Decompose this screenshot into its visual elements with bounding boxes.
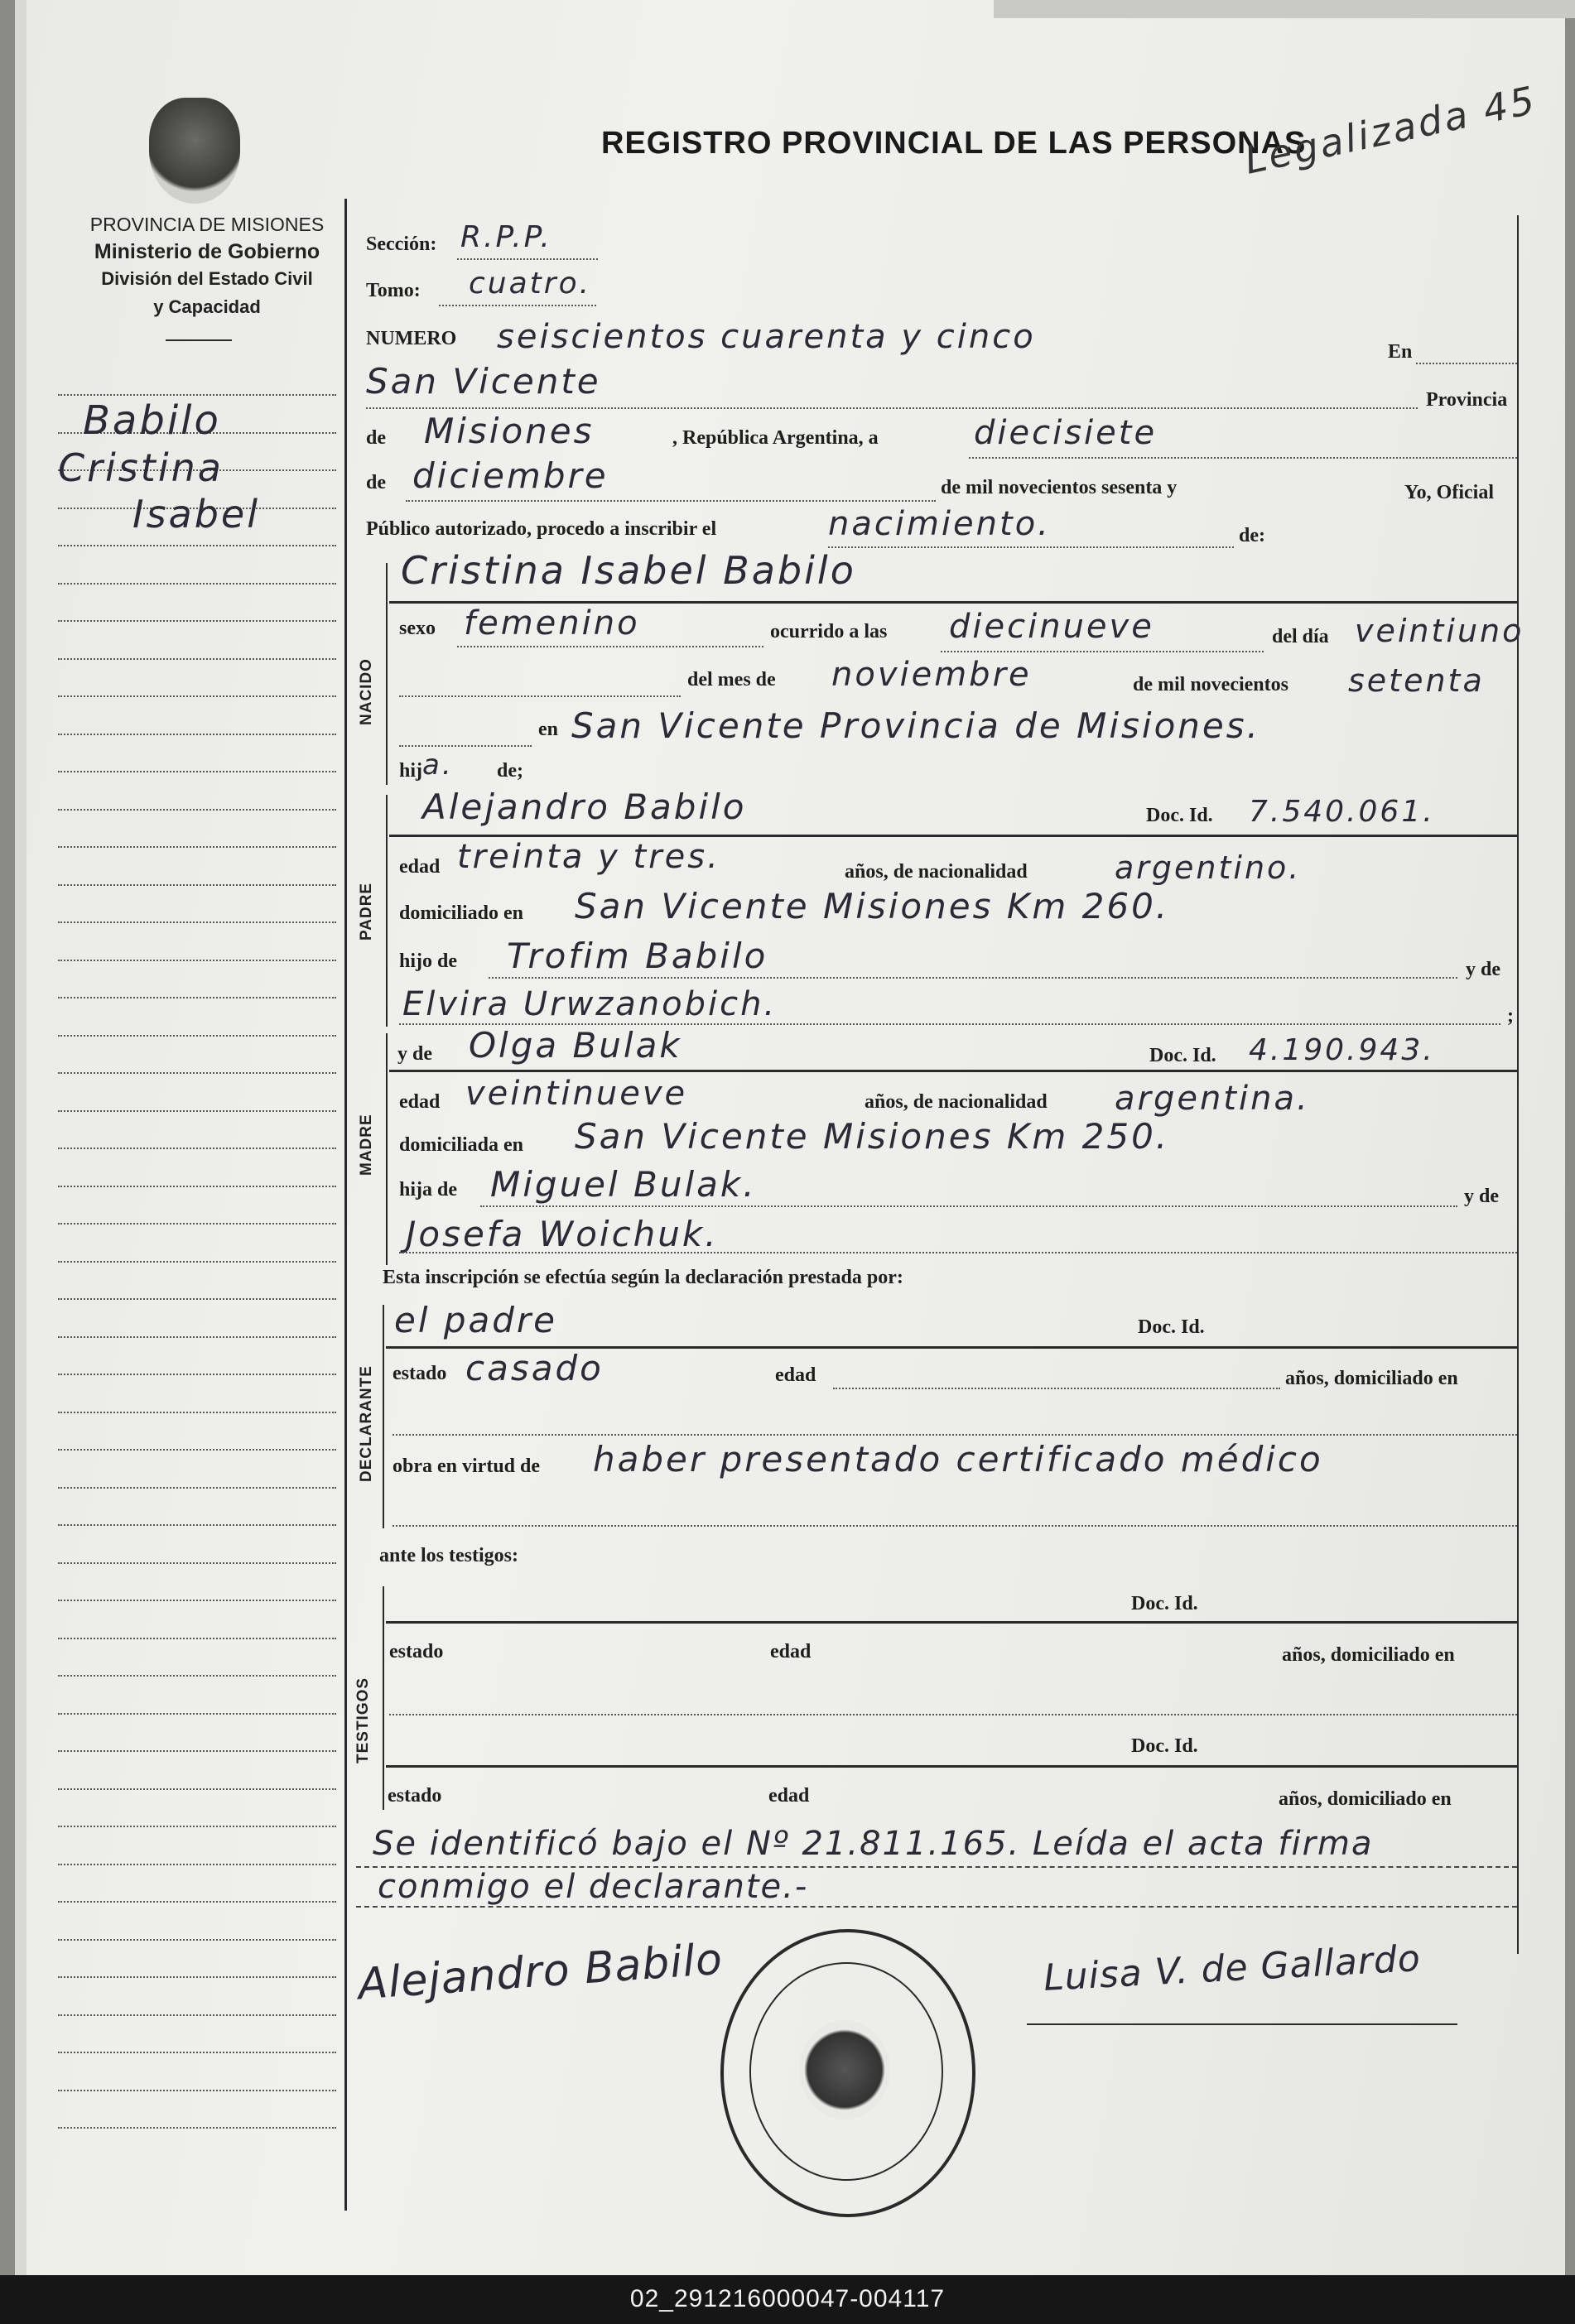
- value-decl-estado: casado: [465, 1348, 604, 1388]
- value-lugar-nac: San Vicente Provincia de Misiones.: [571, 705, 1260, 746]
- dotted-line: [828, 546, 1234, 548]
- label-madre-doc: Doc. Id.: [1149, 1045, 1216, 1066]
- margin-ruled-line: [58, 1298, 336, 1300]
- label-de3: de:: [1239, 525, 1265, 546]
- margin-ruled-line: [58, 921, 336, 923]
- section-rule: [383, 1586, 384, 1810]
- margin-ruled-line: [58, 1110, 336, 1112]
- margin-middlename: Isabel: [132, 492, 261, 536]
- label-madre-dom: domiciliada en: [399, 1134, 524, 1156]
- section-rule: [386, 1033, 388, 1265]
- value-obra: haber presentado certificado médico: [593, 1439, 1323, 1480]
- margin-ruled-line: [58, 1148, 336, 1149]
- margin-ruled-line: [58, 1976, 336, 1978]
- left-column-rule: [344, 199, 347, 2211]
- dotted-line: [480, 1205, 1457, 1207]
- section-rule: [389, 1070, 1517, 1072]
- label-madre-anios: años, de nacionalidad: [865, 1091, 1048, 1113]
- value-madre-edad: veintinueve: [465, 1075, 688, 1113]
- dotted-line: [393, 1525, 1517, 1527]
- book-spine: [994, 0, 1575, 18]
- label-t2-estado: estado: [388, 1785, 442, 1807]
- label-padre-anios: años, de nacionalidad: [845, 861, 1028, 883]
- value-dia: diecisiete: [974, 414, 1158, 452]
- dotted-line: [833, 1388, 1280, 1389]
- dotted-line: [489, 977, 1457, 979]
- value-hij: a.: [422, 748, 454, 782]
- margin-ruled-line: [58, 1412, 336, 1413]
- value-madre-dom: San Vicente Misiones Km 250.: [575, 1116, 1170, 1157]
- label-seccion: Sección:: [366, 233, 437, 255]
- header-province: PROVINCIA DE MISIONES: [89, 214, 325, 235]
- value-provincia: Misiones: [424, 411, 595, 451]
- dotted-line: [941, 651, 1264, 652]
- section-rule: [383, 1305, 384, 1528]
- margin-ruled-line: [58, 1072, 336, 1074]
- margin-ruled-line: [58, 1374, 336, 1375]
- label-hij: hij: [399, 760, 423, 782]
- value-madre-padre: Miguel Bulak.: [490, 1164, 757, 1205]
- margin-ruled-line: [58, 1788, 336, 1790]
- right-column-rule: [1517, 215, 1519, 1954]
- value-tipo: nacimiento.: [828, 505, 1051, 543]
- dashed-line: [356, 1906, 1517, 1908]
- dotted-line: [457, 258, 598, 260]
- value-mes-nac: noviembre: [831, 656, 1032, 694]
- value-padre-edad: treinta y tres.: [457, 838, 720, 876]
- dotted-line: [399, 695, 681, 697]
- label-de4: de;: [497, 760, 523, 782]
- margin-ruled-line: [58, 1449, 336, 1451]
- document-title: REGISTRO PROVINCIAL DE LAS PERSONAS: [601, 126, 1307, 161]
- margin-ruled-line: [58, 1939, 336, 1941]
- label-mil2: de mil novecientos: [1133, 674, 1288, 695]
- value-padre-madre: Elvira Urwzanobich.: [402, 985, 778, 1023]
- margin-ruled-line: [58, 620, 336, 622]
- label-republica: , República Argentina, a: [672, 427, 879, 449]
- label-deldia: del día: [1272, 626, 1329, 647]
- margin-ruled-line: [58, 884, 336, 886]
- label-inscripcion: Esta inscripción se efectúa según la declaración prestada por:: [383, 1267, 903, 1288]
- page-edge: [15, 0, 26, 2275]
- value-seccion: R.P.P.: [460, 220, 552, 254]
- label-numero: NUMERO: [366, 328, 457, 349]
- header-ministry: Ministerio de Gobierno: [94, 240, 320, 263]
- margin-surname: Babilo: [83, 397, 221, 444]
- label-padre-dom: domiciliado en: [399, 902, 524, 924]
- section-nacido: NACIDO: [358, 658, 375, 725]
- label-t1-estado: estado: [389, 1641, 444, 1662]
- header-division: División del Estado Civil: [101, 268, 313, 289]
- margin-ruled-line: [58, 846, 336, 848]
- note-line1: Se identificó bajo el Nº 21.811.165. Leída el acta firma: [373, 1825, 1374, 1863]
- value-nombre: Cristina Isabel Babilo: [401, 548, 856, 593]
- label-t2-anios: años, domiciliado en: [1279, 1788, 1452, 1810]
- section-padre: PADRE: [358, 882, 375, 941]
- margin-ruled-line: [58, 1487, 336, 1489]
- margin-ruled-line: [58, 1035, 336, 1037]
- value-mes: diciembre: [412, 455, 609, 496]
- label-provincia: Provincia: [1426, 389, 1508, 411]
- margin-ruled-line: [58, 1223, 336, 1225]
- label-de1: de: [366, 427, 386, 449]
- value-padre-doc: 7.540.061.: [1249, 795, 1435, 829]
- label-decl-doc: Doc. Id.: [1138, 1316, 1205, 1338]
- value-dia-nac: veintiuno: [1355, 613, 1524, 649]
- margin-ruled-line: [58, 1600, 336, 1601]
- value-declarante: el padre: [394, 1300, 558, 1340]
- section-rule: [386, 1765, 1517, 1768]
- label-decl-anios: años, domiciliado en: [1285, 1368, 1458, 1389]
- label-madre-yde2: y de: [1464, 1186, 1499, 1207]
- label-en2: en: [538, 719, 558, 740]
- value-hora: diecinueve: [949, 608, 1154, 646]
- margin-ruled-line: [58, 960, 336, 961]
- label-padre-edad: edad: [399, 856, 441, 878]
- margin-ruled-line: [58, 658, 336, 660]
- label-ocurrido: ocurrido a las: [770, 621, 888, 642]
- section-declarante: DECLARANTE: [358, 1365, 375, 1482]
- label-t2-edad: edad: [768, 1785, 810, 1807]
- margin-ruled-line: [58, 1186, 336, 1187]
- margin-ruled-line: [58, 997, 336, 998]
- section-rule: [389, 835, 1517, 837]
- section-rule: [386, 1621, 1517, 1624]
- margin-ruled-line: [58, 2052, 336, 2053]
- header-rule: [166, 339, 232, 341]
- margin-ruled-line: [58, 1750, 336, 1752]
- dotted-line: [406, 500, 936, 502]
- margin-firstname: Cristina: [58, 445, 224, 490]
- margin-ruled-line: [58, 394, 336, 396]
- note-line2: conmigo el declarante.-: [378, 1868, 809, 1906]
- margin-ruled-line: [58, 2090, 336, 2091]
- margin-ruled-line: [58, 2127, 336, 2129]
- margin-ruled-line: [58, 1638, 336, 1639]
- label-en: En: [1388, 341, 1413, 363]
- margin-ruled-line: [58, 1713, 336, 1715]
- label-padre-hijo: hijo de: [399, 950, 458, 972]
- label-t1-edad: edad: [770, 1641, 812, 1662]
- label-tomo: Tomo:: [366, 280, 421, 301]
- coat-of-arms-icon: [149, 98, 240, 204]
- dotted-line: [389, 1714, 1517, 1715]
- value-anio-nac: setenta: [1348, 662, 1485, 699]
- header-capacidad: y Capacidad: [153, 296, 261, 317]
- margin-ruled-line: [58, 771, 336, 772]
- margin-ruled-line: [58, 1864, 336, 1865]
- value-tomo: cuatro.: [469, 267, 592, 301]
- margin-ruled-line: [58, 1524, 336, 1526]
- margin-ruled-line: [58, 2014, 336, 2016]
- margin-ruled-line: [58, 1261, 336, 1263]
- value-madre-madre: Josefa Woichuk.: [406, 1214, 719, 1254]
- value-padre-nac: argentino.: [1115, 849, 1302, 886]
- value-madre-nac: argentina.: [1115, 1080, 1310, 1118]
- dotted-line: [366, 407, 1418, 409]
- value-lugar: San Vicente: [366, 361, 601, 402]
- label-sexo: sexo: [399, 618, 436, 639]
- margin-ruled-line: [58, 809, 336, 811]
- dotted-line: [399, 1252, 1517, 1253]
- name-rule: [389, 601, 1517, 604]
- label-de2: de: [366, 472, 386, 493]
- seal-emblem-icon: [799, 2020, 890, 2120]
- margin-ruled-line: [58, 734, 336, 735]
- label-madre-edad: edad: [399, 1091, 441, 1113]
- value-padre-dom: San Vicente Misiones Km 260.: [575, 886, 1170, 926]
- dotted-line: [439, 305, 596, 306]
- label-padre-yde: y de: [1466, 959, 1500, 980]
- label-t1-doc: Doc. Id.: [1131, 1593, 1198, 1614]
- margin-ruled-line: [58, 1675, 336, 1677]
- section-madre: MADRE: [358, 1114, 375, 1176]
- margin-ruled-line: [58, 695, 336, 697]
- label-testigos: ante los testigos:: [379, 1545, 518, 1566]
- margin-ruled-line: [58, 1336, 336, 1338]
- value-padre: Alejandro Babilo: [422, 787, 747, 827]
- signature-officer: Luisa V. de Gallardo: [1042, 1937, 1422, 1999]
- label-t2-doc: Doc. Id.: [1131, 1735, 1198, 1757]
- label-publico: Público autorizado, procedo a inscribir el: [366, 518, 717, 540]
- legalizada-note: Legalizada 45: [1240, 77, 1541, 183]
- value-madre: Olga Bulak: [469, 1025, 682, 1066]
- label-padre-semicolon: ;: [1507, 1005, 1514, 1027]
- label-t1-anios: años, domiciliado en: [1282, 1644, 1455, 1666]
- value-numero: seiscientos cuarenta y cinco: [497, 318, 1036, 356]
- dotted-line: [399, 745, 532, 747]
- label-delmes: del mes de: [687, 669, 776, 690]
- section-rule: [386, 795, 388, 1027]
- margin-ruled-line: [58, 583, 336, 585]
- section-rule: [386, 563, 388, 785]
- signature-declarante: Alejandro Babilo: [356, 1934, 725, 2010]
- label-yo: Yo, Oficial: [1404, 482, 1494, 503]
- margin-ruled-line: [58, 1826, 336, 1827]
- label-mil1: de mil novecientos sesenta y: [941, 477, 1178, 498]
- footer-id: 02_291216000047-004117: [629, 2285, 946, 2312]
- dotted-line: [457, 646, 763, 647]
- value-padre-padre: Trofim Babilo: [507, 936, 768, 976]
- signature-rule: [1027, 2023, 1457, 2025]
- dotted-line: [969, 457, 1517, 459]
- dotted-line: [393, 1434, 1517, 1436]
- label-decl-edad: edad: [775, 1364, 816, 1386]
- margin-ruled-line: [58, 1901, 336, 1903]
- margin-ruled-line: [58, 1562, 336, 1564]
- value-sexo: femenino: [464, 604, 640, 642]
- label-padre-doc: Doc. Id.: [1146, 805, 1213, 826]
- label-decl-obra: obra en virtud de: [393, 1456, 541, 1477]
- dotted-line: [1416, 363, 1517, 364]
- label-madre-yde: y de: [397, 1043, 432, 1065]
- label-decl-estado: estado: [393, 1363, 447, 1384]
- label-madre-hija: hija de: [399, 1179, 458, 1200]
- section-testigos: TESTIGOS: [354, 1677, 372, 1763]
- margin-ruled-line: [58, 545, 336, 546]
- value-madre-doc: 4.190.943.: [1249, 1033, 1435, 1067]
